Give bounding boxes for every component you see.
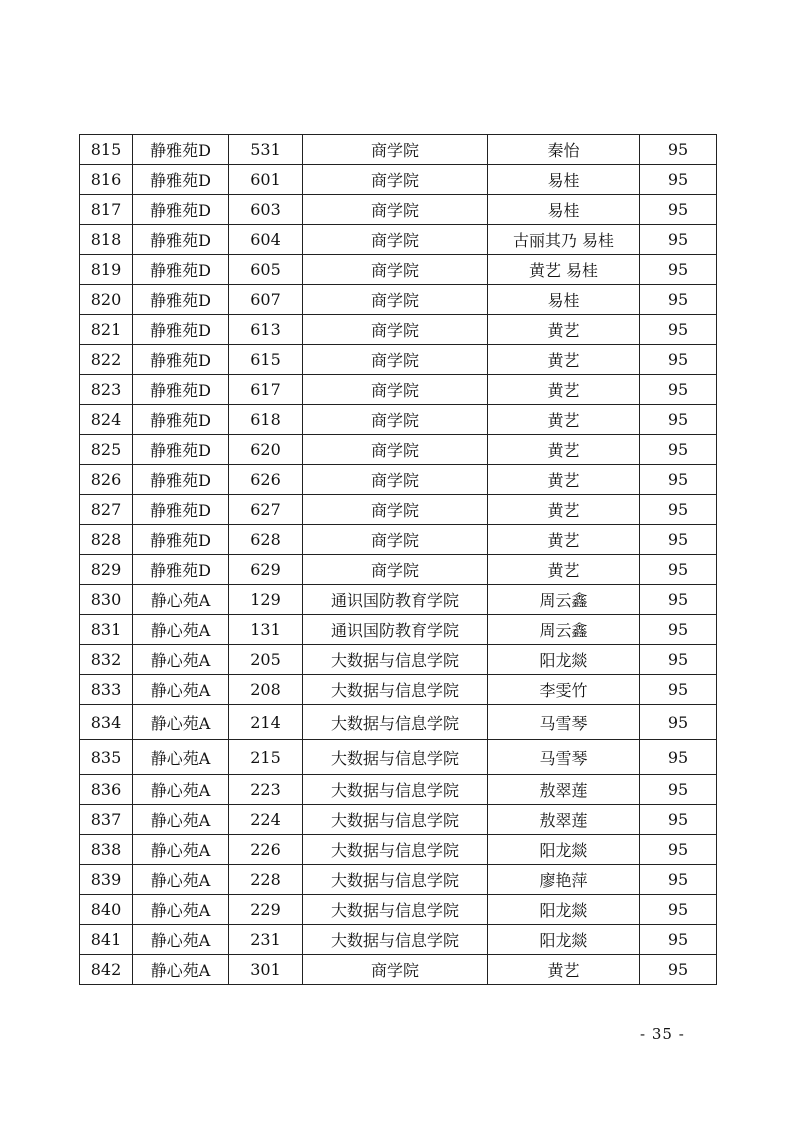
row-number-cell: 824 xyxy=(80,405,133,435)
person-in-charge-cell: 周云鑫 xyxy=(488,615,640,645)
person-in-charge-cell: 廖艳萍 xyxy=(488,865,640,895)
room-cell: 618 xyxy=(229,405,303,435)
score-cell: 95 xyxy=(640,495,717,525)
room-cell: 627 xyxy=(229,495,303,525)
score-cell: 95 xyxy=(640,375,717,405)
room-cell: 628 xyxy=(229,525,303,555)
person-in-charge-cell: 古丽其乃 易桂 xyxy=(488,225,640,255)
table-row xyxy=(80,345,717,375)
college-cell: 商学院 xyxy=(303,405,488,435)
row-number-cell: 826 xyxy=(80,465,133,495)
room-cell: 129 xyxy=(229,585,303,615)
person-in-charge-cell: 黄艺 xyxy=(488,345,640,375)
table-row xyxy=(80,135,717,165)
person-in-charge-cell: 易桂 xyxy=(488,285,640,315)
building-cell: 静雅苑D xyxy=(133,225,229,255)
score-cell: 95 xyxy=(640,525,717,555)
score-cell: 95 xyxy=(640,645,717,675)
score-cell: 95 xyxy=(640,465,717,495)
room-cell: 301 xyxy=(229,955,303,985)
person-in-charge-cell: 易桂 xyxy=(488,165,640,195)
room-cell: 224 xyxy=(229,805,303,835)
building-cell: 静心苑A xyxy=(133,955,229,985)
person-in-charge-cell: 阳龙燚 xyxy=(488,835,640,865)
person-in-charge-cell: 阳龙燚 xyxy=(488,925,640,955)
person-in-charge-cell: 敖翠莲 xyxy=(488,775,640,805)
score-cell: 95 xyxy=(640,955,717,985)
score-cell: 95 xyxy=(640,195,717,225)
room-cell: 229 xyxy=(229,895,303,925)
college-cell: 商学院 xyxy=(303,435,488,465)
building-cell: 静雅苑D xyxy=(133,255,229,285)
college-cell: 商学院 xyxy=(303,165,488,195)
person-in-charge-cell: 黄艺 易桂 xyxy=(488,255,640,285)
person-in-charge-cell: 阳龙燚 xyxy=(488,645,640,675)
table-row xyxy=(80,375,717,405)
row-number-cell: 841 xyxy=(80,925,133,955)
score-cell: 95 xyxy=(640,775,717,805)
row-number-cell: 832 xyxy=(80,645,133,675)
building-cell: 静雅苑D xyxy=(133,165,229,195)
building-cell: 静心苑A xyxy=(133,865,229,895)
score-cell: 95 xyxy=(640,315,717,345)
building-cell: 静心苑A xyxy=(133,615,229,645)
score-cell: 95 xyxy=(640,405,717,435)
building-cell: 静雅苑D xyxy=(133,135,229,165)
row-number-cell: 823 xyxy=(80,375,133,405)
row-number-cell: 818 xyxy=(80,225,133,255)
row-number-cell: 819 xyxy=(80,255,133,285)
row-number-cell: 842 xyxy=(80,955,133,985)
college-cell: 商学院 xyxy=(303,375,488,405)
page-number: - 35 - xyxy=(640,1025,685,1043)
building-cell: 静心苑A xyxy=(133,835,229,865)
table-row xyxy=(80,615,717,645)
score-cell: 95 xyxy=(640,165,717,195)
college-cell: 商学院 xyxy=(303,225,488,255)
table-row xyxy=(80,195,717,225)
row-number-cell: 829 xyxy=(80,555,133,585)
person-in-charge-cell: 黄艺 xyxy=(488,465,640,495)
table-row xyxy=(80,285,717,315)
building-cell: 静心苑A xyxy=(133,740,229,775)
building-cell: 静心苑A xyxy=(133,925,229,955)
person-in-charge-cell: 黄艺 xyxy=(488,525,640,555)
row-number-cell: 825 xyxy=(80,435,133,465)
person-in-charge-cell: 黄艺 xyxy=(488,495,640,525)
row-number-cell: 836 xyxy=(80,775,133,805)
college-cell: 商学院 xyxy=(303,495,488,525)
building-cell: 静雅苑D xyxy=(133,465,229,495)
score-cell: 95 xyxy=(640,705,717,740)
person-in-charge-cell: 黄艺 xyxy=(488,315,640,345)
person-in-charge-cell: 黄艺 xyxy=(488,405,640,435)
room-cell: 615 xyxy=(229,345,303,375)
room-cell: 214 xyxy=(229,705,303,740)
person-in-charge-cell: 阳龙燚 xyxy=(488,895,640,925)
room-cell: 223 xyxy=(229,775,303,805)
room-cell: 131 xyxy=(229,615,303,645)
room-cell: 208 xyxy=(229,675,303,705)
score-cell: 95 xyxy=(640,255,717,285)
room-cell: 626 xyxy=(229,465,303,495)
row-number-cell: 820 xyxy=(80,285,133,315)
college-cell: 大数据与信息学院 xyxy=(303,705,488,740)
room-cell: 613 xyxy=(229,315,303,345)
table-row xyxy=(80,225,717,255)
person-in-charge-cell: 马雪琴 xyxy=(488,705,640,740)
building-cell: 静雅苑D xyxy=(133,525,229,555)
score-cell: 95 xyxy=(640,135,717,165)
table-row xyxy=(80,585,717,615)
room-cell: 228 xyxy=(229,865,303,895)
dormitory-score-table xyxy=(79,134,717,985)
building-cell: 静心苑A xyxy=(133,775,229,805)
table-row xyxy=(80,865,717,895)
room-cell: 603 xyxy=(229,195,303,225)
room-cell: 601 xyxy=(229,165,303,195)
college-cell: 商学院 xyxy=(303,555,488,585)
person-in-charge-cell: 黄艺 xyxy=(488,375,640,405)
college-cell: 商学院 xyxy=(303,525,488,555)
table-row xyxy=(80,435,717,465)
room-cell: 215 xyxy=(229,740,303,775)
building-cell: 静心苑A xyxy=(133,585,229,615)
table-row xyxy=(80,525,717,555)
person-in-charge-cell: 黄艺 xyxy=(488,435,640,465)
college-cell: 商学院 xyxy=(303,465,488,495)
table-row xyxy=(80,835,717,865)
score-cell: 95 xyxy=(640,805,717,835)
row-number-cell: 821 xyxy=(80,315,133,345)
table-row xyxy=(80,895,717,925)
score-cell: 95 xyxy=(640,615,717,645)
room-cell: 205 xyxy=(229,645,303,675)
college-cell: 商学院 xyxy=(303,955,488,985)
college-cell: 通识国防教育学院 xyxy=(303,615,488,645)
college-cell: 大数据与信息学院 xyxy=(303,895,488,925)
college-cell: 商学院 xyxy=(303,195,488,225)
score-cell: 95 xyxy=(640,740,717,775)
row-number-cell: 835 xyxy=(80,740,133,775)
college-cell: 大数据与信息学院 xyxy=(303,865,488,895)
college-cell: 商学院 xyxy=(303,255,488,285)
table-row xyxy=(80,555,717,585)
building-cell: 静雅苑D xyxy=(133,315,229,345)
person-in-charge-cell: 李雯竹 xyxy=(488,675,640,705)
row-number-cell: 816 xyxy=(80,165,133,195)
college-cell: 大数据与信息学院 xyxy=(303,645,488,675)
row-number-cell: 833 xyxy=(80,675,133,705)
building-cell: 静心苑A xyxy=(133,805,229,835)
building-cell: 静雅苑D xyxy=(133,495,229,525)
score-cell: 95 xyxy=(640,285,717,315)
person-in-charge-cell: 敖翠莲 xyxy=(488,805,640,835)
college-cell: 大数据与信息学院 xyxy=(303,925,488,955)
room-cell: 605 xyxy=(229,255,303,285)
person-in-charge-cell: 马雪琴 xyxy=(488,740,640,775)
college-cell: 大数据与信息学院 xyxy=(303,805,488,835)
table-row xyxy=(80,405,717,435)
row-number-cell: 828 xyxy=(80,525,133,555)
row-number-cell: 834 xyxy=(80,705,133,740)
table-row xyxy=(80,165,717,195)
score-cell: 95 xyxy=(640,835,717,865)
building-cell: 静心苑A xyxy=(133,895,229,925)
row-number-cell: 817 xyxy=(80,195,133,225)
table-row xyxy=(80,740,717,775)
college-cell: 大数据与信息学院 xyxy=(303,835,488,865)
room-cell: 604 xyxy=(229,225,303,255)
college-cell: 商学院 xyxy=(303,345,488,375)
building-cell: 静心苑A xyxy=(133,645,229,675)
college-cell: 商学院 xyxy=(303,285,488,315)
table-row xyxy=(80,775,717,805)
building-cell: 静雅苑D xyxy=(133,285,229,315)
score-cell: 95 xyxy=(640,555,717,585)
row-number-cell: 839 xyxy=(80,865,133,895)
table-row xyxy=(80,645,717,675)
building-cell: 静雅苑D xyxy=(133,195,229,225)
person-in-charge-cell: 黄艺 xyxy=(488,555,640,585)
score-cell: 95 xyxy=(640,225,717,255)
table-row xyxy=(80,495,717,525)
room-cell: 607 xyxy=(229,285,303,315)
score-cell: 95 xyxy=(640,865,717,895)
row-number-cell: 831 xyxy=(80,615,133,645)
row-number-cell: 822 xyxy=(80,345,133,375)
table-body xyxy=(80,135,717,985)
row-number-cell: 830 xyxy=(80,585,133,615)
college-cell: 大数据与信息学院 xyxy=(303,740,488,775)
score-cell: 95 xyxy=(640,895,717,925)
score-cell: 95 xyxy=(640,585,717,615)
college-cell: 商学院 xyxy=(303,135,488,165)
building-cell: 静心苑A xyxy=(133,675,229,705)
room-cell: 620 xyxy=(229,435,303,465)
building-cell: 静雅苑D xyxy=(133,345,229,375)
building-cell: 静雅苑D xyxy=(133,375,229,405)
table-row xyxy=(80,465,717,495)
table-row xyxy=(80,805,717,835)
row-number-cell: 838 xyxy=(80,835,133,865)
table-row xyxy=(80,925,717,955)
score-cell: 95 xyxy=(640,925,717,955)
score-cell: 95 xyxy=(640,675,717,705)
score-cell: 95 xyxy=(640,435,717,465)
college-cell: 大数据与信息学院 xyxy=(303,775,488,805)
score-cell: 95 xyxy=(640,345,717,375)
room-cell: 231 xyxy=(229,925,303,955)
person-in-charge-cell: 周云鑫 xyxy=(488,585,640,615)
person-in-charge-cell: 秦怡 xyxy=(488,135,640,165)
building-cell: 静雅苑D xyxy=(133,405,229,435)
person-in-charge-cell: 黄艺 xyxy=(488,955,640,985)
row-number-cell: 837 xyxy=(80,805,133,835)
row-number-cell: 840 xyxy=(80,895,133,925)
room-cell: 629 xyxy=(229,555,303,585)
room-cell: 531 xyxy=(229,135,303,165)
building-cell: 静雅苑D xyxy=(133,435,229,465)
college-cell: 大数据与信息学院 xyxy=(303,675,488,705)
table-row xyxy=(80,675,717,705)
room-cell: 617 xyxy=(229,375,303,405)
person-in-charge-cell: 易桂 xyxy=(488,195,640,225)
building-cell: 静雅苑D xyxy=(133,555,229,585)
table-row xyxy=(80,705,717,740)
row-number-cell: 827 xyxy=(80,495,133,525)
table-row xyxy=(80,315,717,345)
building-cell: 静心苑A xyxy=(133,705,229,740)
college-cell: 通识国防教育学院 xyxy=(303,585,488,615)
college-cell: 商学院 xyxy=(303,315,488,345)
table-row xyxy=(80,955,717,985)
table-row xyxy=(80,255,717,285)
room-cell: 226 xyxy=(229,835,303,865)
row-number-cell: 815 xyxy=(80,135,133,165)
